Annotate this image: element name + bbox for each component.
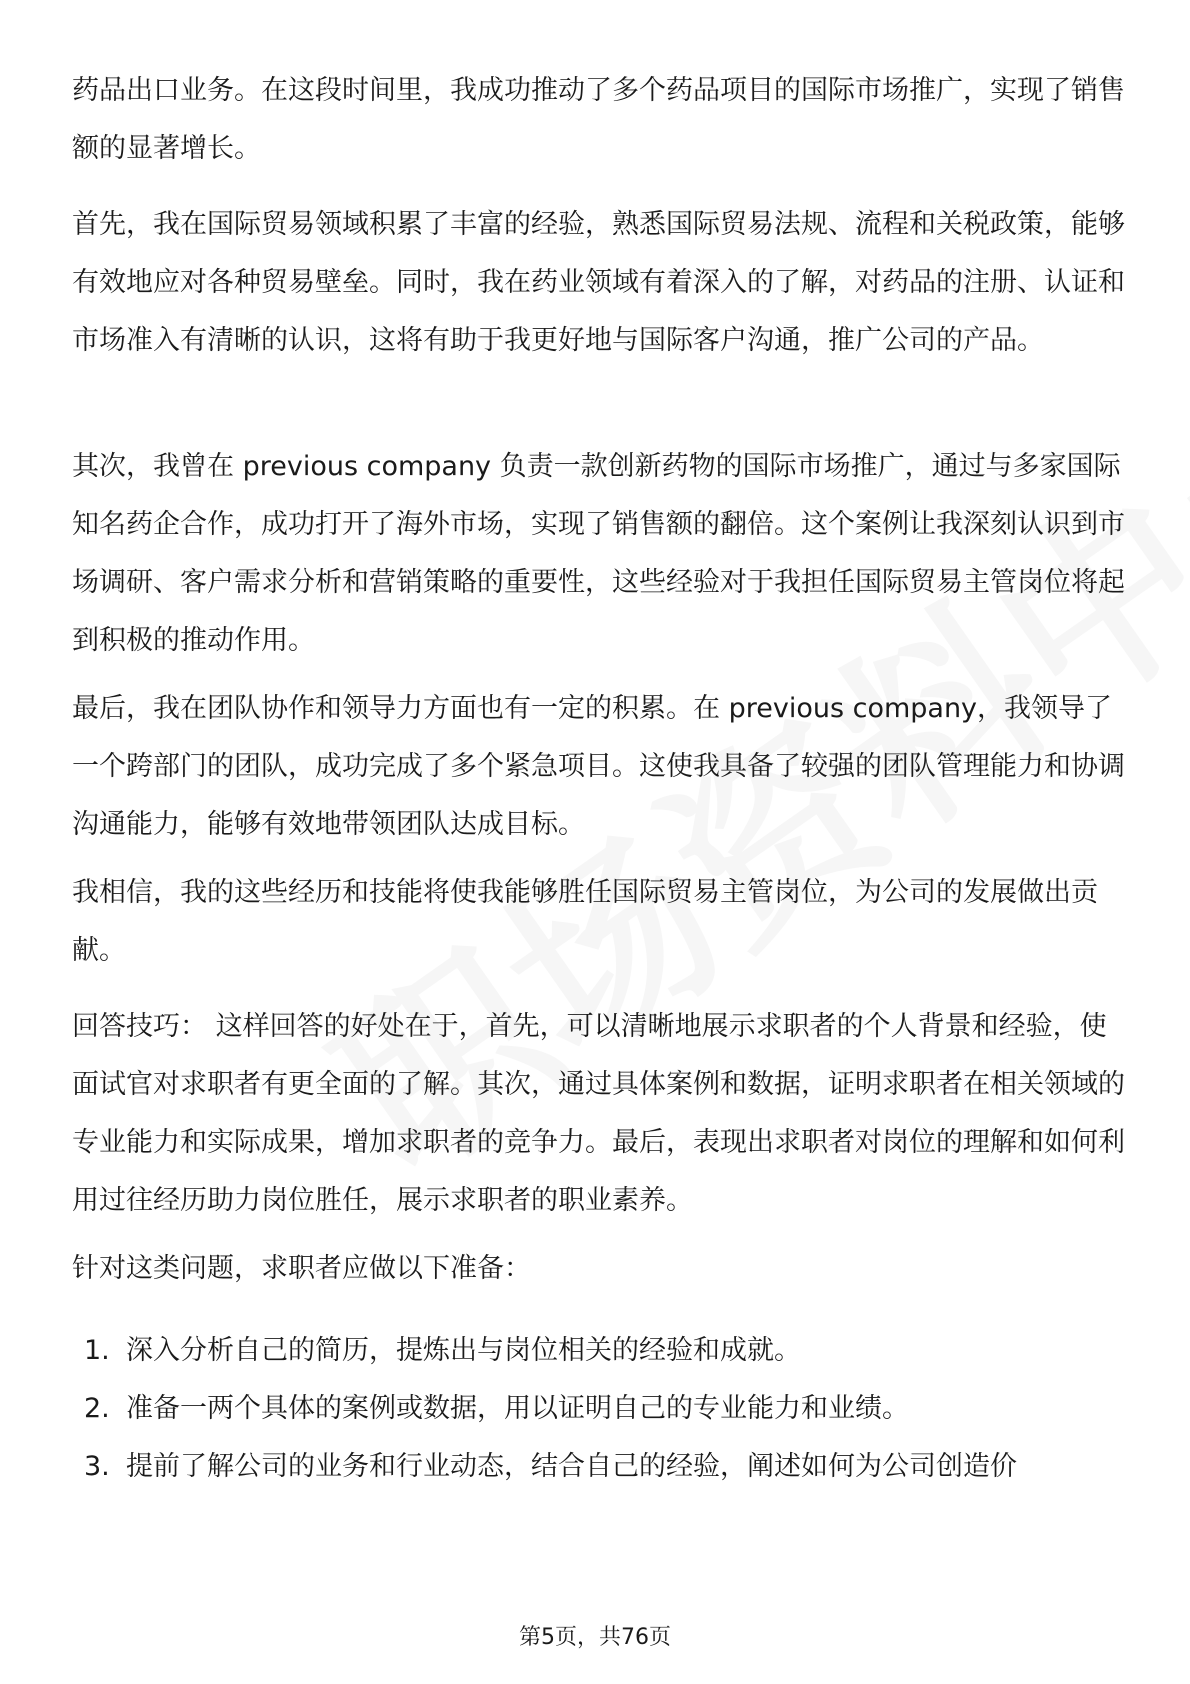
list-item-number: 3. xyxy=(84,1451,110,1482)
paragraph-intro-continuation: 药品出口业务。在这段时间里，我成功推动了多个药品项目的国际市场推广，实现了销售额的显著增长。 xyxy=(72,75,1125,164)
paragraph-last: 最后，我在团队协作和领导力方面也有一定的积累。在 previous company，我领导了一个跨部门的团队，成功完成了多个紧急项目。这使我具备了较强的团队管理能力和协调沟通能力，能够有效地带领团队达成目标。 xyxy=(72,693,1125,840)
paragraph-first: 首先，我在国际贸易领域积累了丰富的经验，熟悉国际贸易法规、流程和关税政策，能够有效地应对各种贸易壁垒。同时，我在药业领域有着深入的了解，对药品的注册、认证和市场准入有清晰的认识，这将有助于我更好地与国际客户沟通，推广公司的产品。 xyxy=(72,209,1125,356)
paragraph-conclusion: 我相信，我的这些经历和技能将使我能够胜任国际贸易主管岗位，为公司的发展做出贡献。 xyxy=(72,877,1098,966)
list-item-text: 深入分析自己的简历，提炼出与岗位相关的经验和成就。 xyxy=(126,1335,801,1366)
preparation-list xyxy=(72,1322,1132,1496)
paragraph-answer-tips: 回答技巧： 这样回答的好处在于，首先，可以清晰地展示求职者的个人背景和经验，使面试官对求职者有更全面的了解。其次，通过具体案例和数据，证明求职者在相关领域的专业能力和实际成果，增加求职者的竞争力。最后，表现出求职者对岗位的理解和如何利用过往经历助力岗位胜任，展示求职者的职业素养。 xyxy=(72,1011,1125,1216)
list-item xyxy=(72,1438,1132,1496)
list-item-number: 1. xyxy=(84,1335,110,1366)
list-item xyxy=(72,1322,1132,1380)
list-item xyxy=(72,1380,1132,1438)
list-item-text: 提前了解公司的业务和行业动态，结合自己的经验，阐述如何为公司创造价 xyxy=(126,1451,1017,1482)
list-item-text: 准备一两个具体的案例或数据，用以证明自己的专业能力和业绩。 xyxy=(126,1393,909,1424)
list-item-number: 2. xyxy=(84,1393,110,1424)
paragraph-second: 其次，我曾在 previous company 负责一款创新药物的国际市场推广，通过与多家国际知名药企合作，成功打开了海外市场，实现了销售额的翻倍。这个案例让我深刻认识到市场调研、客户需求分析和营销策略的重要性，这些经验对于我担任国际贸易主管岗位将起到积极的推动作用。 xyxy=(72,451,1125,656)
page-footer: 第5页，共76页 xyxy=(519,1625,671,1650)
paragraph-preparation-intro: 针对这类问题，求职者应做以下准备： xyxy=(72,1253,531,1284)
